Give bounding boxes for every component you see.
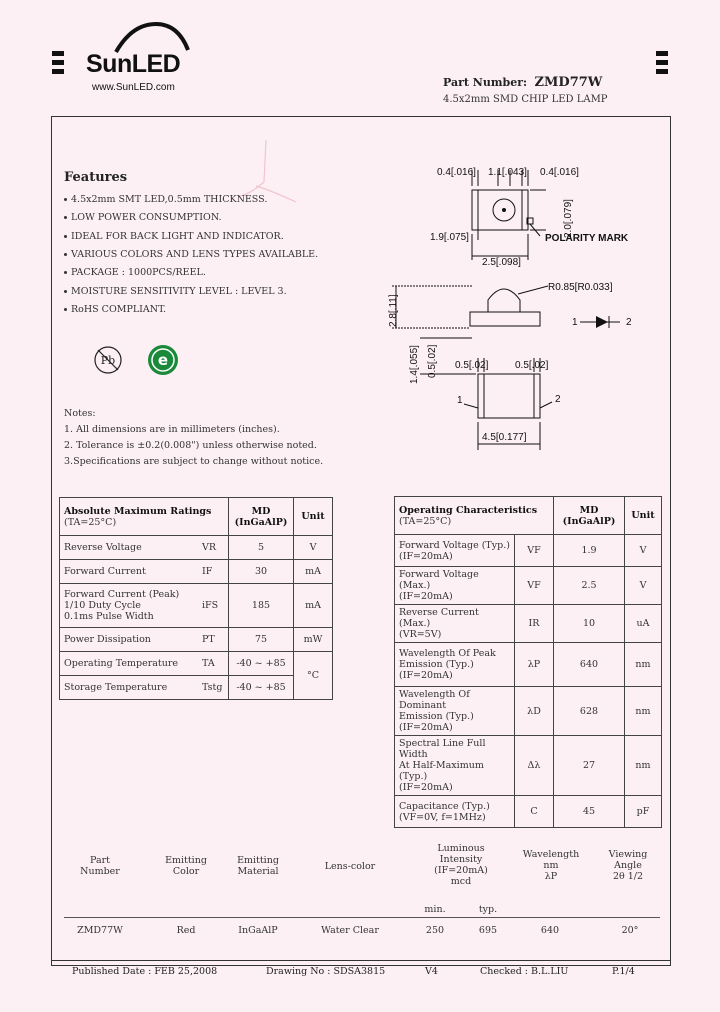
logo-bar [52, 60, 64, 65]
table-cell: Red [176, 925, 196, 936]
logo-bar [656, 51, 668, 56]
feature-item: PACKAGE : 1000PCS/REEL. [64, 267, 206, 278]
abs-max-table: Absolute Maximum Ratings (TA=25°C) MD (InGaAlP) Unit Reverse Voltage VR 5 V Forward Current IF 30 mA Forward Current (Peak) 1/10 Duty Cycle 0.1ms Pulse Width iFS 185 mA Power Dissipation PT 75 mW Operating Temperature TA -40 ~ +85 °C Storage Temperature Tstg -40 ~ +85 [59, 497, 333, 700]
dim-label: 2.5[.098] [482, 257, 521, 268]
svg-text:Pb: Pb [100, 354, 116, 367]
dim-label: R0.85[R0.033] [548, 282, 613, 293]
published-date: Published Date : FEB 25,2008 [72, 966, 218, 977]
pin-label: 2 [555, 394, 561, 405]
table-row: Forward Current IF 30 mA [60, 560, 333, 584]
part-number-header [443, 75, 602, 90]
dim-label: 0.4[.016] [540, 167, 579, 178]
table-cell: 695 [478, 925, 498, 936]
package-drawing-svg [380, 160, 660, 460]
dim-label: 4.5[0.177] [482, 432, 527, 443]
table-row: Wavelength Of Dominant Emission (Typ.) (IF=20mA) λD 628 nm [395, 687, 662, 736]
dim-label: 0.4[.016] [437, 167, 476, 178]
pin-label: 1 [457, 395, 463, 406]
logo-text: SunLED [86, 50, 181, 78]
table-divider [64, 917, 660, 918]
checked-by: Checked : B.L.LIU [480, 966, 569, 977]
polarity-mark-label: POLARITY MARK [545, 233, 629, 244]
feature-item: RoHS COMPLIANT. [64, 304, 166, 315]
table-row: Capacitance (Typ.) (VF=0V, f=1MHz) C 45 pF [395, 796, 662, 828]
logo-url: www.SunLED.com [92, 82, 175, 93]
table-row: Spectral Line Full Width At Half-Maximum (Typ.) (IF=20mA) Δλ 27 nm [395, 736, 662, 796]
table-cell: Water Clear [321, 925, 379, 936]
table-cell: 640 [540, 925, 560, 936]
footer-divider [51, 960, 671, 961]
page-number: P.1/4 [612, 966, 635, 977]
table-cell: 250 [425, 925, 445, 936]
notes-title: Notes: [64, 408, 96, 419]
table-row: Operating Temperature TA -40 ~ +85 °C [60, 652, 333, 676]
pb-free-icon [92, 344, 124, 376]
dim-label: 2.8[.11] [388, 294, 399, 327]
table-row: Storage Temperature Tstg -40 ~ +85 [60, 676, 333, 700]
feature-item: VARIOUS COLORS AND LENS TYPES AVAILABLE. [64, 249, 318, 260]
part-number: ZMD77W [534, 75, 603, 90]
table-row: Forward Current (Peak) 1/10 Duty Cycle 0.1ms Pulse Width iFS 185 mA [60, 584, 333, 628]
subtitle: 4.5x2mm SMD CHIP LED LAMP [443, 94, 608, 105]
rohs-icon [146, 343, 180, 377]
dim-label: 0.5[.02] [515, 360, 549, 371]
table-cell: ZMD77W [77, 925, 123, 936]
version: V4 [425, 966, 438, 977]
dim-label: 2.0[.079] [563, 199, 574, 238]
dim-label: 0.5[.02] [427, 344, 438, 378]
part-number-label: Part Number: [443, 76, 528, 89]
logo-bar [52, 69, 64, 74]
table-cell: InGaAlP [238, 925, 278, 936]
dim-label: 1.9[.075] [430, 232, 469, 243]
drawing-number: Drawing No : SDSA3815 [266, 966, 386, 977]
svg-text:e: e [157, 351, 169, 369]
features-title: Features [64, 170, 128, 185]
logo-bar [52, 51, 64, 56]
diode-pin-label: 1 [572, 317, 578, 328]
logo-bar [656, 69, 668, 74]
diode-pin-label: 2 [626, 317, 632, 328]
note-item: 1. All dimensions are in millimeters (inches). [64, 424, 280, 435]
dim-label: 0.5[.02] [455, 360, 489, 371]
feature-item: IDEAL FOR BACK LIGHT AND INDICATOR. [64, 231, 284, 242]
logo-bar [656, 60, 668, 65]
note-item: 3.Specifications are subject to change without notice. [64, 456, 324, 467]
op-char-table: Operating Characteristics (TA=25°C) MD (InGaAlP) Unit Forward Voltage (Typ.) (IF=20mA) VF 1.9 V Forward Voltage (Max.) (IF=20mA) VF 2.5 V Reverse Current (Max.) (VR=5V) IR 10 uA Wavelength Of Peak Emission (Typ.) (IF=20mA) λP 640 nm Wavelength Of Dominant Emission (Typ.) (IF=20mA) λD 628 nm Spectral Line Full Width At Half-Maximum (Typ.) (IF=20mA) Δλ 27 nm Capacitance (Typ.) (VF=0V, f=1MHz) C 45 pF [394, 496, 662, 828]
table-row: Wavelength Of Peak Emission (Typ.) (IF=20mA) λP 640 nm [395, 643, 662, 687]
dim-label: 1.4[.055] [409, 345, 420, 384]
table-row: Reverse Voltage VR 5 V [60, 536, 333, 560]
table-cell: 20° [621, 925, 639, 936]
feature-item: LOW POWER CONSUMPTION. [64, 212, 222, 223]
feature-item: 4.5x2mm SMT LED,0.5mm THICKNESS. [64, 194, 267, 205]
table-row: Forward Voltage (Typ.) (IF=20mA) VF 1.9 V [395, 535, 662, 567]
feature-item: MOISTURE SENSITIVITY LEVEL : LEVEL 3. [64, 286, 287, 297]
table-row: Reverse Current (Max.) (VR=5V) IR 10 uA [395, 605, 662, 643]
table-row: Power Dissipation PT 75 mW [60, 628, 333, 652]
note-item: 2. Tolerance is ±0.2(0.008") unless otherwise noted. [64, 440, 317, 451]
table-row: Forward Voltage (Max.) (IF=20mA) VF 2.5 V [395, 567, 662, 605]
dim-label: 1.1[.043] [488, 167, 527, 178]
